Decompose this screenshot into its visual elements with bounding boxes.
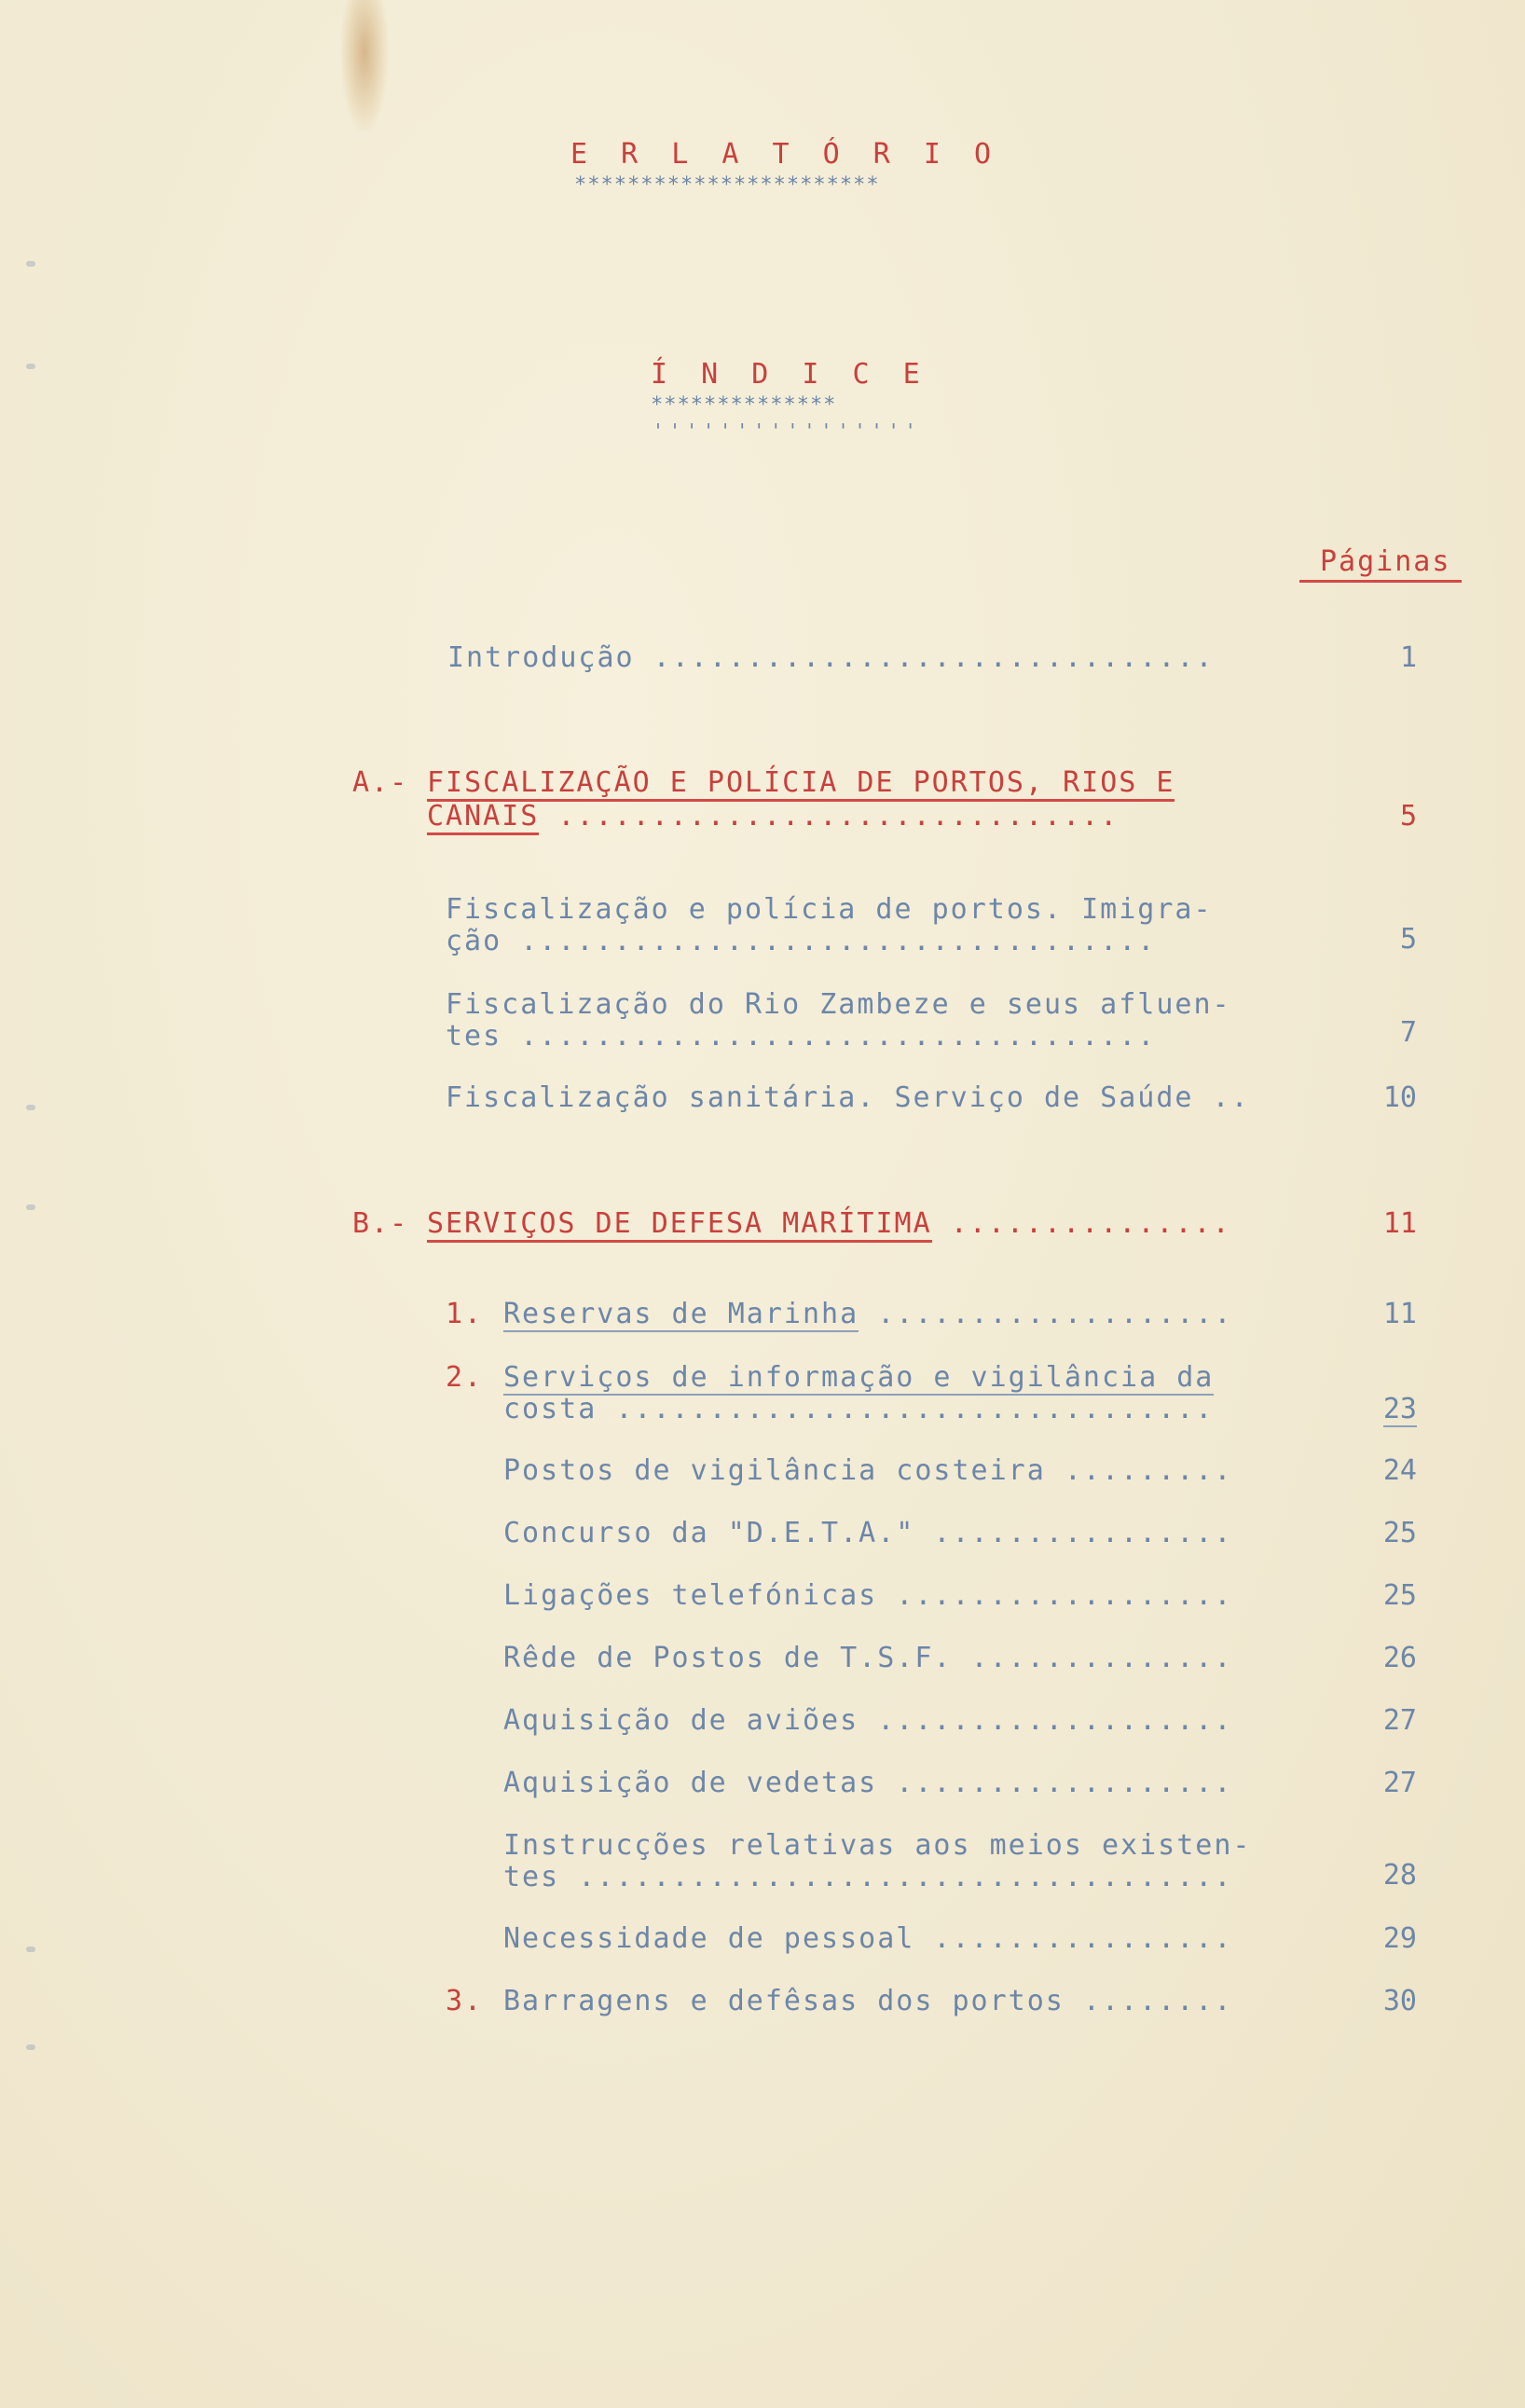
- punch-hole: [26, 2044, 35, 2050]
- toc-entry-text: Concurso da "D.E.T.A." ................: [503, 1517, 1233, 1549]
- toc-page-number: 7: [1399, 1016, 1417, 1049]
- toc-page-number: 30: [1382, 1985, 1417, 2017]
- toc-page-number: 27: [1382, 1704, 1417, 1737]
- stain: [341, 0, 388, 131]
- index-rule-ticks: '''''''''''''''': [653, 420, 922, 442]
- toc-page-number: 11: [1382, 1207, 1417, 1240]
- toc-entry-text: Postos de vigilância costeira .........: [503, 1454, 1233, 1487]
- toc-dots: ...................: [859, 1298, 1233, 1330]
- toc-entry-text: Aquisição de aviões ...................: [503, 1704, 1233, 1737]
- toc-entry-text: Fiscalização do Rio Zambeze e seus afluen-: [446, 988, 1231, 1021]
- toc-entry-text: Instrucções relativas aos meios existen-: [503, 1829, 1252, 1862]
- toc-page-number: 1: [1399, 641, 1417, 674]
- toc-page-number: 25: [1382, 1579, 1417, 1612]
- toc-entry-text: Ligações telefónicas ..................: [503, 1579, 1233, 1612]
- punch-hole: [26, 1947, 35, 1952]
- toc-entry-text: Aquisição de vedetas ..................: [503, 1767, 1233, 1799]
- toc-page-number: 24: [1382, 1454, 1417, 1487]
- toc-dots: ..............................: [539, 800, 1120, 832]
- toc-page-number: 28: [1382, 1859, 1417, 1892]
- toc-page-number: 5: [1399, 800, 1417, 832]
- toc-section-title: SERVIÇOS DE DEFESA MARÍTIMA: [427, 1207, 932, 1243]
- toc-item-prefix: 3.: [446, 1985, 484, 2017]
- toc-entry-text: Fiscalização sanitária. Serviço de Saúde ..: [446, 1081, 1250, 1114]
- toc-page-number: 27: [1382, 1767, 1417, 1799]
- document-title: E R L A T Ó R I O: [570, 138, 1000, 171]
- toc-entry-text-cont: tes ..................................: [446, 1020, 1157, 1053]
- toc-entry-text-cont: ção ..................................: [446, 925, 1157, 957]
- toc-entry-text: Reservas de Marinha: [503, 1298, 859, 1330]
- toc-page-number: 26: [1382, 1642, 1417, 1674]
- toc-entry-text: Serviços de informação e vigilância da: [503, 1361, 1215, 1394]
- title-rule: ***********************: [574, 173, 880, 197]
- toc-section-title-cont: CANAIS: [427, 800, 539, 835]
- pages-header: Páginas: [1299, 545, 1462, 583]
- toc-entry-text: Fiscalização e polícia de portos. Imigra-: [446, 893, 1213, 926]
- toc-section-prefix: A.-: [352, 766, 409, 799]
- toc-page-number: 10: [1382, 1081, 1417, 1114]
- punch-hole: [26, 1105, 35, 1110]
- toc-entry-text: Necessidade de pessoal ................: [503, 1922, 1233, 1955]
- toc-page-number: 23: [1382, 1393, 1417, 1425]
- toc-page-number: 5: [1399, 923, 1417, 956]
- index-title: Í N D I C E: [651, 358, 928, 391]
- toc-item-prefix: 1.: [446, 1298, 484, 1330]
- toc-page-number: 25: [1382, 1517, 1417, 1549]
- toc-dots: ...............: [931, 1207, 1231, 1240]
- toc-section-title: FISCALIZAÇÃO E POLÍCIA DE PORTOS, RIOS E: [427, 766, 1175, 802]
- toc-entry-text: Rêde de Postos de T.S.F. ..............: [503, 1642, 1233, 1674]
- toc-entry-text-cont: tes ...................................: [503, 1861, 1233, 1893]
- toc-page-number: 11: [1382, 1298, 1417, 1330]
- index-rule: **************: [651, 393, 837, 417]
- toc-page-number: 29: [1382, 1922, 1417, 1955]
- punch-hole: [26, 261, 35, 267]
- toc-entry-text-cont: costa ................................: [503, 1393, 1215, 1425]
- punch-hole: [26, 364, 35, 369]
- toc-entry-text: Barragens e defêsas dos portos ........: [503, 1985, 1233, 2017]
- toc-item-prefix: 2.: [446, 1361, 484, 1394]
- toc-section-prefix: B.-: [352, 1207, 409, 1240]
- punch-hole: [26, 1204, 35, 1210]
- toc-entry-text: Introdução ..............................: [447, 641, 1215, 674]
